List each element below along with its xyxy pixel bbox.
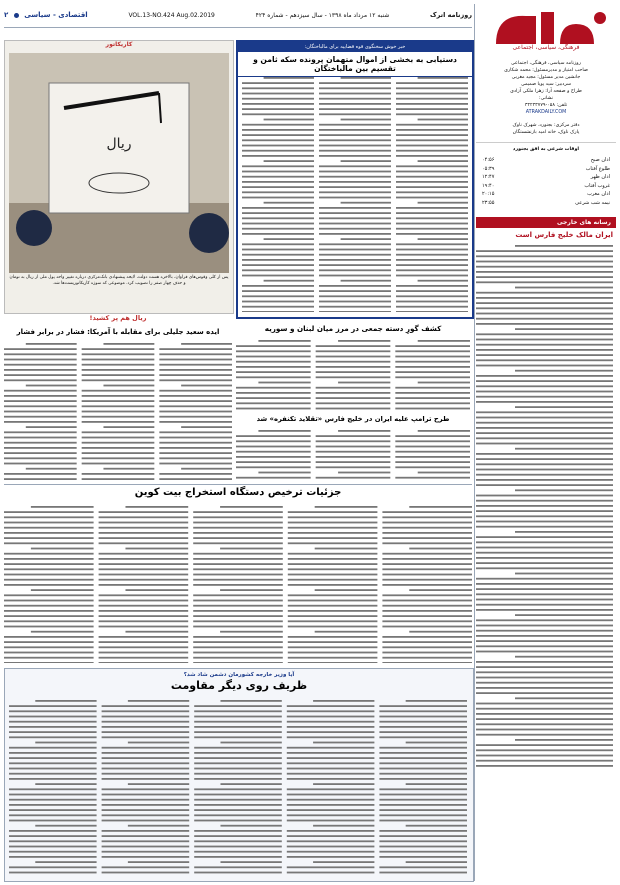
list-item: اذان ظهر ۱۲:۴۷ [482,174,610,180]
list-item: نیمه شب شرعی ۲۳:۵۵ [482,199,610,206]
cartoon-credit: ریال هم پر کشید! [89,314,147,322]
top-story-kicker: خبر خوش سخنگوی قوه قضاییه برای مالباختگان: [238,42,472,52]
masthead-logo [476,4,616,58]
text-lines [236,427,470,482]
text-lines [9,697,467,875]
jalili-headline: ایده سعید جلیلی برای مقابله با آمریکا: فشار در برابر فشار [16,328,220,336]
sidebar-info: روزنامه سیاسی، فرهنگی، اجتماعی صاحب امتیاز و مدیرمسئول: محمد شکاری جانشین مدیر مسئول: مجید مغربی سردبیر: سید پویا صمیمی طراح و صفحه آرا: زهرا ملکی آزادی نشانی: تلفن: ۰۵۸-۳۲۲۴۳۷۷۹ ATRAKDAILY.COM دفتر مرکزی: بجنورد، شهرک ناوک پارک ناوک، خانه امید بازنشستگان [504,61,588,135]
cartoon-image [9,53,229,273]
gulf-headline: طرح ترامپ علیه ایران در خلیج فارس «تقلاید تکنفره» شد [256,415,450,423]
issue-line: VOL.13-NO.424 Aug.02.2019 [128,11,215,19]
logo-text [480,6,516,27]
text-lines [242,74,468,312]
svg-text:ریال: ریال [106,136,132,152]
foreign-media-head: رسانه های خارجی [476,217,616,228]
top-story-headline: دستیابی به بخشی از اموال متهمان پرونده سکه ثامن و تقسیم بین مالباختگان [238,52,472,77]
cartoon-label: کاریکاتور [105,41,133,48]
prayer-title: اوقات شرعی به افق بجنورد [512,147,580,152]
foreign-media-body [476,242,616,767]
sidebar [476,60,616,767]
section-label: اقتصادی - سیاسی ۲ [4,11,88,19]
kurd-headline: کشف گورِ دسته جمعی در مرز میان لبنان و سوریه [264,324,442,333]
list-item: اذان صبح ۰۴:۵۶ [482,157,610,163]
resist-body [9,697,467,875]
issue-date: شنبه ۱۲ مرداد ماه ۱۳۹۸ - سال سیزدهم - شماره ۴۲۴ [255,11,390,19]
text-lines [476,242,613,767]
text-lines [4,503,472,663]
sidebar-divider [474,4,475,881]
resist-headline: ظریف روی دیگر مقاومت [170,679,308,692]
bitcoin-headline: جزئیات ترخیص دستگاه استخراج بیت کوین [134,487,342,498]
prayer-times [476,156,616,207]
foreign-media-title: ایران مالک خلیج فارس است [515,231,613,239]
kurd-body [236,337,470,413]
gulf-body [236,427,470,482]
list-item: طلوع آفتاب ۰۵:۳۹ [482,165,610,172]
jalili-body [4,340,232,480]
cartoon-box [4,40,234,314]
section-rule [4,484,472,485]
list-item: اذان مغرب ۲۰:۱۵ [482,191,610,197]
list-item: غروب آفتاب ۱۹:۴۰ [482,182,610,189]
cartoon-caption: پس از کلی وقوس‌های فراوان، بالاخره هست دولت، لایحه پیشنهادی بانک‌مرکزی درباره تغییر واحد پول ملی از ریال به تومان و حذف چهار صفر را تصویب کرد. موضوعی که سوژه کاریکاتوریست‌ها شد. [9,275,229,286]
paper-name: روزنامه اترک [429,11,472,19]
bitcoin-body [4,503,472,663]
resist-box [4,668,474,882]
text-lines [236,337,470,413]
header-rule [4,27,472,28]
resist-kicker: آیا وزیر خارجه کشورمان دشمن شاد شد؟ [183,672,295,678]
top-story-box [236,40,474,319]
top-story-body [242,74,468,312]
bullet-icon [14,13,19,18]
text-lines [4,340,232,480]
masthead-tagline: فرهنگی، سیاسی، اجتماعی [512,44,580,51]
page-header [4,4,472,26]
